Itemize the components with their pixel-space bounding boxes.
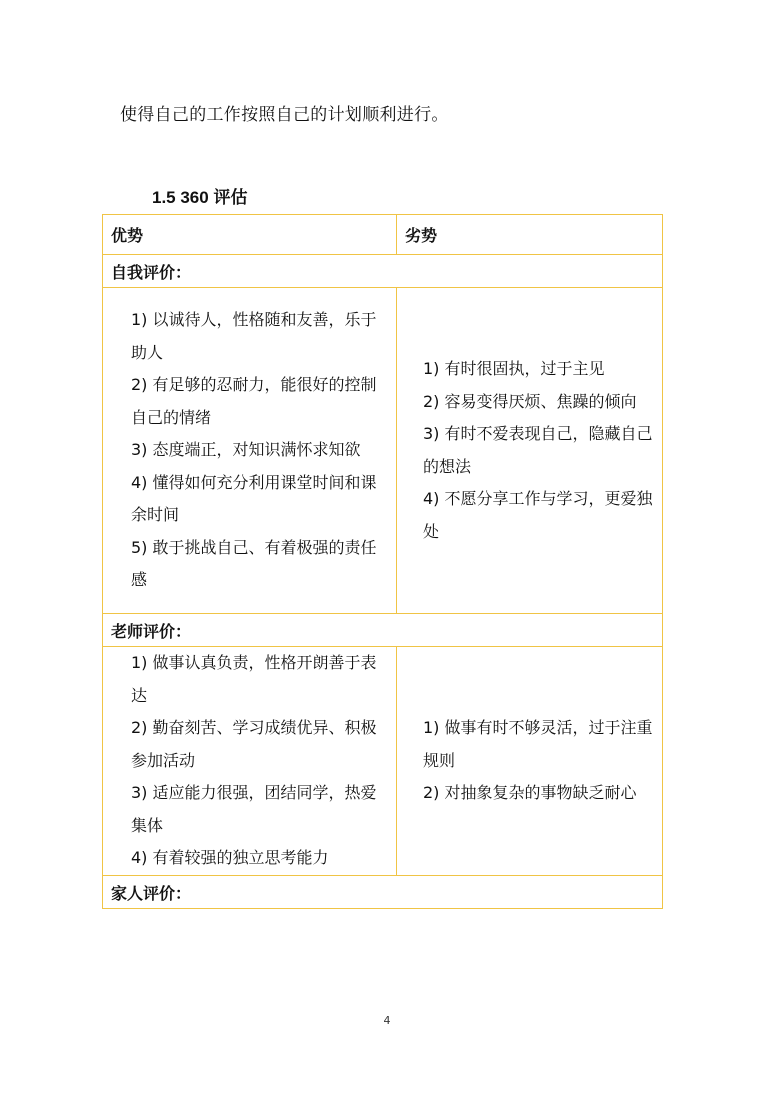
group-label-family: 家人评价： (103, 876, 663, 909)
list-item: 4) 懂得如何充分利用课堂时间和课余时间 (131, 472, 377, 525)
table-row (103, 288, 663, 614)
list-item: 2) 对抽象复杂的事物缺乏耐心 (423, 783, 637, 803)
list-item: 3) 有时不爱表现自己，隐藏自己的想法 (423, 424, 653, 476)
self-weaknesses-cell (397, 288, 663, 614)
page-number: 4 (383, 1014, 391, 1027)
teacher-strengths-cell (103, 647, 397, 876)
table-row (103, 647, 663, 876)
evaluation-table (102, 214, 663, 909)
list-item: 1) 做事有时不够灵活，过于注重规则 (423, 718, 653, 770)
list-item: 4) 有着较强的独立思考能力 (131, 848, 329, 868)
list-item: 2) 勤奋刻苦、学习成绩优异、积极参加活动 (131, 718, 377, 770)
group-row-teacher (103, 614, 663, 647)
intro-paragraph: 使得自己的工作按照自己的计划顺利进行。 (120, 105, 449, 125)
section-heading: 1.5 360 评估 (152, 188, 248, 207)
list-item: 1) 做事认真负责，性格开朗善于表达 (131, 653, 377, 705)
list-item: 1) 有时很固执，过于主见 (423, 359, 605, 378)
list-item: 1) 以诚待人，性格随和友善，乐于助人 (131, 310, 377, 362)
header-strengths: 优势 (103, 215, 397, 255)
teacher-weaknesses-cell (397, 647, 663, 876)
list-item: 2) 有足够的忍耐力，能很好的控制自己的情绪 (131, 375, 377, 427)
list-item: 3) 适应能力很强，团结同学，热爱集体 (131, 783, 377, 835)
list-item: 4) 不愿分享工作与学习，更爱独处 (423, 489, 653, 541)
table-header-row (103, 215, 663, 255)
header-weaknesses: 劣势 (397, 215, 663, 255)
list-item: 2) 容易变得厌烦、焦躁的倾向 (423, 391, 637, 411)
group-row-self (103, 255, 663, 288)
group-label-self: 自我评价： (103, 255, 663, 288)
list-item: 5) 敢于挑战自己、有着极强的责任感 (131, 537, 377, 590)
list-item: 3) 态度端正，对知识满怀求知欲 (131, 440, 361, 460)
group-label-teacher: 老师评价： (103, 614, 663, 647)
group-row-family (103, 876, 663, 909)
self-strengths-cell (103, 288, 397, 614)
